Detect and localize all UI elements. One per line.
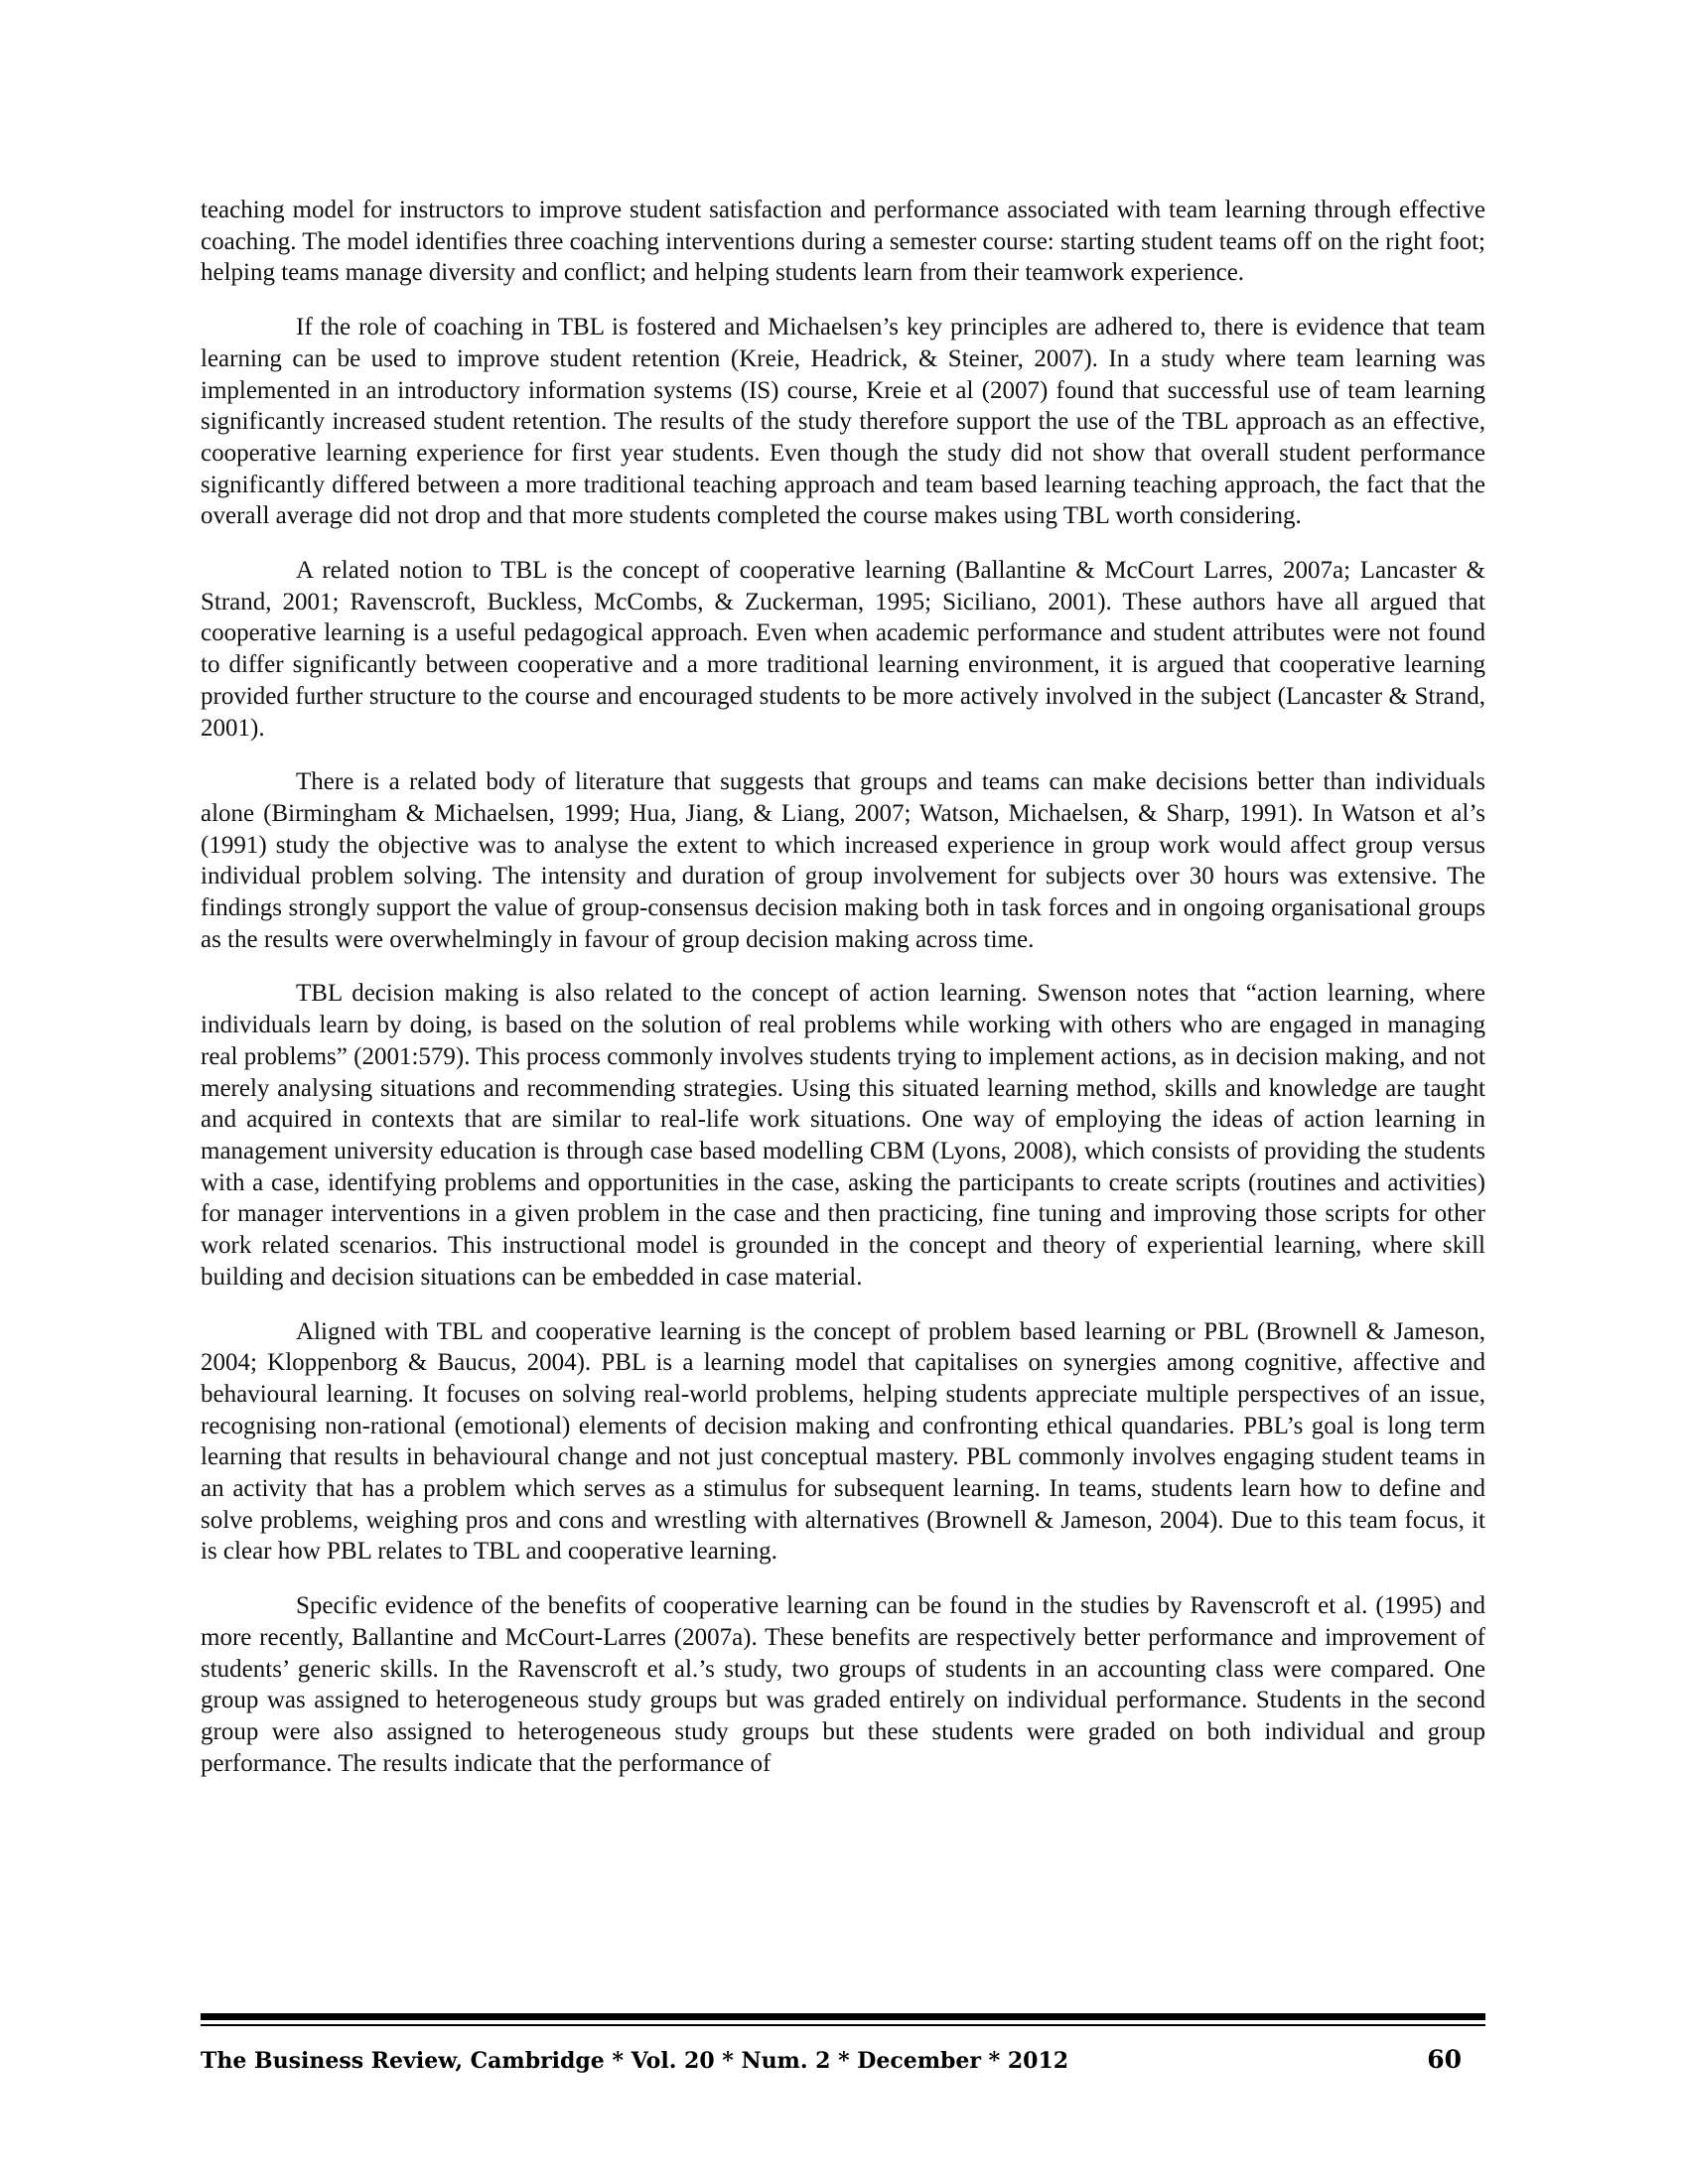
paragraph-coaching-retention: If the role of coaching in TBL is fostered and Michaelsen’s key principles are adhered to, there is evidence that team learning can be used to improve student retention (Kreie, Headrick, & Steiner, 2007). In a study where team learning was implemented in an introductory information systems (IS) course, Kreie et al (2007) found that successful use of team learning significantly increased student retention. The results of the study therefore support the use of the TBL approach as an effective, cooperative learning experience for first year students. Even though the study did not show that overall student performance significantly differed between a more traditional teaching approach and team based learning teaching approach, the fact that the overall average did not drop and that more students completed the course makes using TBL worth considering.: [201, 314, 1485, 530]
page-footer: [201, 2045, 1462, 2074]
paragraph-cooperative-learning: A related notion to TBL is the concept of cooperative learning (Ballantine & McCourt Larres, 2007a; Lancaster & Strand, 2001; Ravenscroft, Buckless, McCombs, & Zuckerman, 1995; Siciliano, 2001). These authors have all argued that cooperative learning is a useful pedagogical approach. Even when academic performance and student attributes were not found to differ significantly between cooperative and a more traditional learning environment, it is argued that cooperative learning provided further structure to the course and encouraged students to be more actively involved in the subject (Lancaster & Strand, 2001).: [201, 557, 1485, 742]
page-number: 60: [1427, 2045, 1462, 2074]
paragraph-action-learning: TBL decision making is also related to the concept of action learning. Swenson notes that “action learning, where individuals learn by doing, is based on the solution of real problems while working with others who are engaged in managing real problems” (2001:579). This process commonly involves students trying to implement actions, as in decision making, and not merely analysing situations and recommending strategies. Using this situated learning method, skills and knowledge are taught and acquired in contexts that are similar to real-life work situations. One way of employing the ideas of action learning in management university education is through case based modelling CBM (Lyons, 2008), which consists of providing the students with a case, identifying problems and opportunities in the case, asking the participants to create scripts (routines and activities) for manager interventions in a given problem in the case and then practicing, fine tuning and improving those scripts for other work related scenarios. This instructional model is grounded in the concept and theory of experiential learning, where skill building and decision situations can be embedded in case material.: [201, 980, 1485, 1291]
journal-citation: The Business Review, Cambridge * Vol. 20 * Num. 2 * December * 2012: [201, 2048, 1069, 2074]
paragraph-continuation: teaching model for instructors to improve student satisfaction and performance associated with team learning through effective coaching. The model identifies three coaching interventions during a semester course: starting student teams off on the right foot; helping teams manage diversity and conflict; and helping students learn from their teamwork experience.: [201, 197, 1485, 287]
footer-rule-thick: [201, 2013, 1485, 2020]
paragraph-problem-based-learning: Aligned with TBL and cooperative learning is the concept of problem based learning or PBL (Brownell & Jameson, 2004; Kloppenborg & Baucus, 2004). PBL is a learning model that capitalises on synergies among cognitive, affective and behavioural learning. It focuses on solving real-world problems, helping students appreciate multiple perspectives of an issue, recognising non-rational (emotional) elements of decision making and confronting ethical quandaries. PBL’s goal is long term learning that results in behavioural change and not just conceptual mastery. PBL commonly involves engaging student teams in an activity that has a problem which serves as a stimulus for subsequent learning. In teams, students learn how to define and solve problems, weighing pros and cons and wrestling with alternatives (Brownell & Jameson, 2004). Due to this team focus, it is clear how PBL relates to TBL and cooperative learning.: [201, 1317, 1485, 1566]
footer-rule-thin: [201, 2024, 1485, 2026]
paragraph-evidence-benefits: Specific evidence of the benefits of cooperative learning can be found in the studies by Ravenscroft et al. (1995) and more recently, Ballantine and McCourt-Larres (2007a). These benefits are respectively better performance and improvement of students’ generic skills. In the Ravenscroft et al.’s study, two groups of students in an accounting class were compared. One group was assigned to heterogeneous study groups but was graded entirely on individual performance. Students in the second group were also assigned to heterogeneous study groups but these students were graded on both individual and group performance. The results indicate that the performance of: [201, 1592, 1485, 1777]
paragraph-group-decisions: There is a related body of literature that suggests that groups and teams can make decisions better than individuals alone (Birmingham & Michaelsen, 1999; Hua, Jiang, & Liang, 2007; Watson, Michaelsen, & Sharp, 1991). In Watson et al’s (1991) study the objective was to analyse the extent to which increased experience in group work would affect group versus individual problem solving. The intensity and duration of group involvement for subjects over 30 hours was extensive. The findings strongly support the value of group-consensus decision making both in task forces and in ongoing organisational groups as the results were overwhelmingly in favour of group decision making across time.: [201, 768, 1485, 953]
body-text: [201, 195, 1485, 1802]
